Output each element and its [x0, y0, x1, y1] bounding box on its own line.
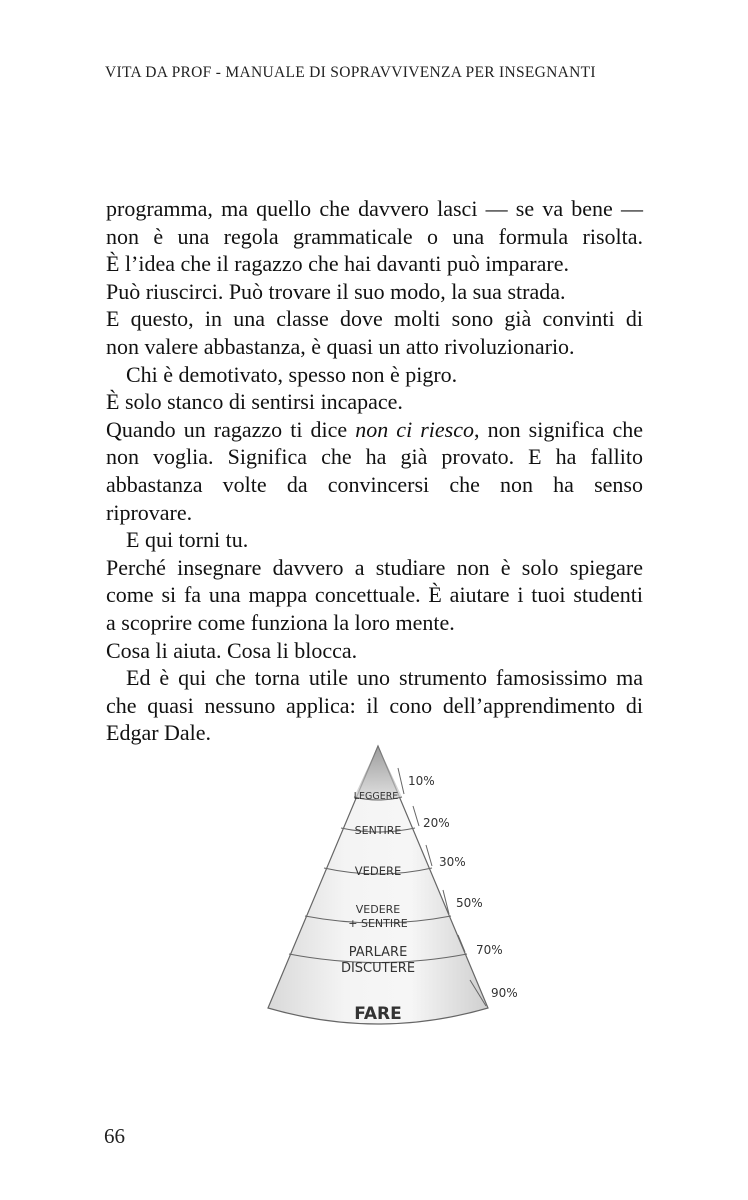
text-line: E qui torni tu. [126, 527, 249, 553]
text-line: Può riuscirci. Può trovare il suo modo, la sua strada. [106, 278, 566, 304]
cone-level-label: + SENTIRE [348, 917, 408, 930]
page-number: 66 [104, 1124, 125, 1148]
cone-level-label: PARLARE [348, 945, 408, 960]
cone-level-label: LEGGERE [353, 791, 399, 802]
cone-level-label: FARE [354, 1004, 402, 1024]
cone-shape [268, 746, 488, 1024]
cone-level-label: DISCUTERE [340, 961, 416, 976]
text-line: a scoprire come funziona la loro mente. [106, 609, 455, 635]
text-line: Edgar Dale. [106, 720, 212, 746]
italic-phrase: non ci riesco [355, 416, 475, 442]
cone-percent-label: 10% [408, 774, 435, 788]
text-line: Ed è qui che torna utile uno strumento famosissimo ma [126, 665, 643, 691]
text-line: che quasi nessuno applica: il cono dell’apprendimento di [106, 692, 643, 718]
cone-percent-label: 70% [476, 943, 503, 957]
text-line: come si fa una mappa concettuale. È aiutare i tuoi studenti [106, 582, 643, 608]
cone-percent-label: 30% [439, 855, 466, 869]
cone-percent-label: 20% [423, 816, 450, 830]
text-line: non valere abbastanza, è quasi un atto rivoluzionario. [106, 333, 575, 359]
text-line [106, 416, 643, 444]
text-line: Perché insegnare davvero a studiare non è solo spiegare [106, 554, 643, 580]
text-line: È solo stanco di sentirsi incapace. [106, 389, 403, 415]
text-line: È l’idea che il ragazzo che hai davanti può imparare. [106, 251, 569, 277]
text-line: riprovare. [106, 499, 193, 525]
text-run: , non significa che [474, 416, 643, 442]
text-line: non voglia. Significa che ha già provato. E ha fallito [106, 444, 643, 470]
text-line: abbastanza volte da convincersi che non ha senso [106, 471, 643, 497]
body-text [106, 195, 643, 747]
text-run: Quando un ragazzo ti dice [106, 416, 356, 442]
cone-percent-label: 90% [491, 986, 518, 1000]
text-line: Chi è demotivato, spesso non è pigro. [126, 361, 458, 387]
text-line: programma, ma quello che davvero lasci — se va bene — [106, 196, 643, 221]
text-line: E questo, in una classe dove molti sono già convinti di [106, 306, 643, 332]
text-line: non è una regola grammaticale o una formula risolta. [106, 223, 643, 249]
learning-cone-illustration [258, 740, 538, 1040]
cone-level-label: VEDERE [355, 903, 401, 916]
cone-level-label: VEDERE [354, 864, 402, 878]
text-line: Cosa li aiuta. Cosa li blocca. [106, 637, 358, 663]
cone-percent-label: 50% [456, 896, 483, 910]
cone-level-label: SENTIRE [354, 824, 402, 837]
running-head: VITA DA PROF - MANUALE DI SOPRAVVIVENZA PER INSEGNANTI [105, 64, 596, 81]
